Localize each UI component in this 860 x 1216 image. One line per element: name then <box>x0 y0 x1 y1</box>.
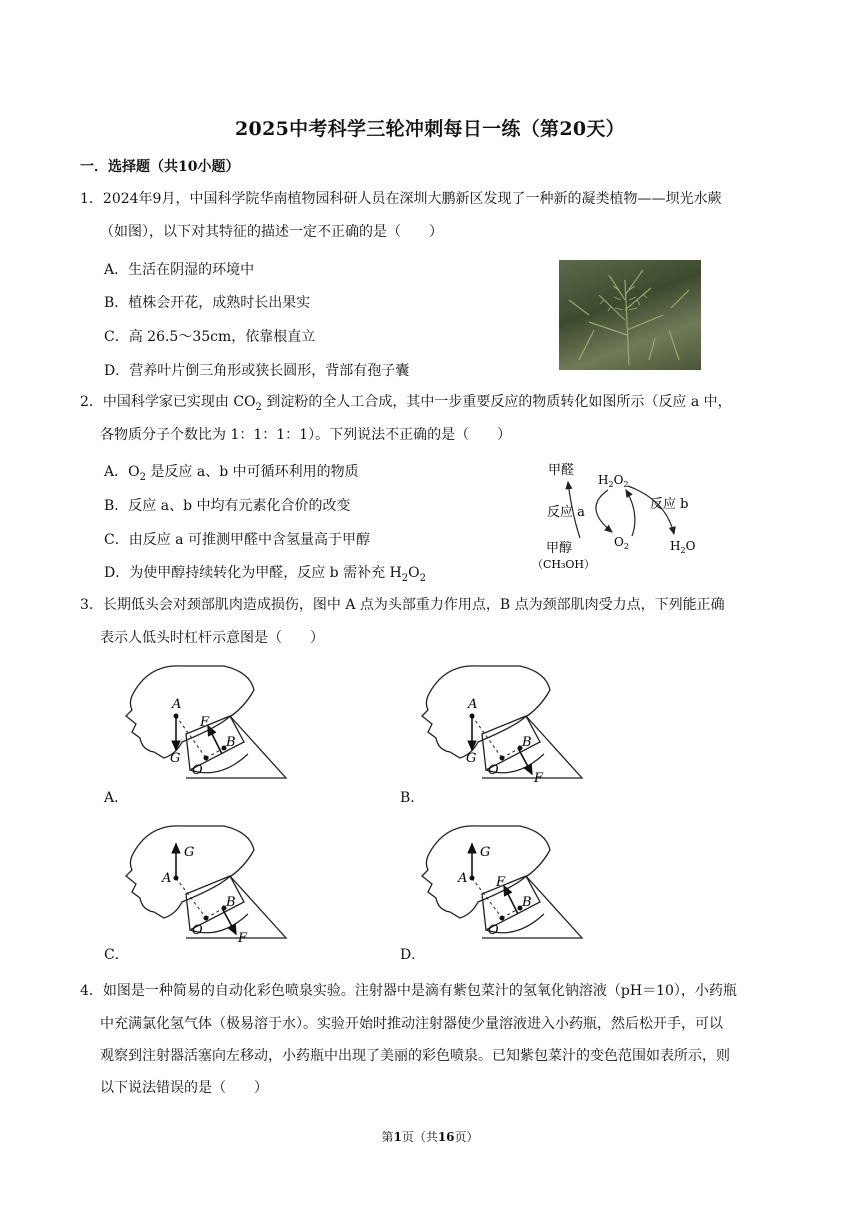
q2-option-d: D．为使甲醇持续转化为甲醛，反应 b 需补充 $H_2O_2$ <box>104 565 426 584</box>
q2-stem-line1: 2．中国科学家已实现由 $CO_2$ 到淀粉的全人工合成，其中一步重要反应的物质转化如图所示（反应 a 中， <box>80 394 732 413</box>
lever-figure-b <box>416 658 596 798</box>
methanol-formula: （CH₃OH） <box>532 558 596 571</box>
q4-stem-line2: 中充满氯化氢气体（极易溶于水）。实验开始时推动注射器使少量溶液进入小药瓶，然后松开手，可以 <box>100 1016 723 1032</box>
lever-figure-c <box>120 818 300 958</box>
lever-figure-a <box>120 658 300 798</box>
point-a-label: A <box>458 871 468 886</box>
force-f-label: F <box>534 771 544 786</box>
page-title: 2025中考科学三轮冲刺每日一练（第20天） <box>235 118 625 140</box>
muscle-force-arrow <box>504 886 518 914</box>
point-o-dot <box>500 916 505 921</box>
h2o2-label: $H_2O_2$ <box>598 473 629 489</box>
lever-dashed-line <box>176 878 206 918</box>
formaldehyde-label: 甲醛 <box>548 463 575 478</box>
q3-option-d-label: D． <box>400 947 426 963</box>
q1-stem-line2: （如图），以下对其特征的描述一定不正确的是（ ） <box>100 224 443 240</box>
section-heading: 一．选择题（共10小题） <box>80 159 240 175</box>
force-g-label: G <box>480 845 491 860</box>
point-o-label: O <box>192 923 203 938</box>
reaction-a-label: 反应 a <box>547 505 585 520</box>
q1-stem-line1: 1．2024年9月，中国科学院华南植物园科研人员在深圳大鹏新区发现了一种新的凝类植物——坝光水蕨 <box>80 191 722 207</box>
point-b-label: B <box>226 735 236 750</box>
q2-option-c: C．由反应 a 可推测甲醛中含氢量高于甲醇 <box>104 532 370 548</box>
o2-label: $O_2$ <box>614 535 629 551</box>
fern-plant-photo <box>559 260 701 370</box>
point-b-label: B <box>522 895 532 910</box>
force-f-label: F <box>200 715 210 730</box>
h2o-label: $H_2O$ <box>670 539 696 555</box>
q3-option-a-label: A． <box>104 790 129 806</box>
point-o-label: O <box>488 763 499 778</box>
point-o-dot <box>204 756 209 761</box>
point-a-label: A <box>162 871 172 886</box>
methanol-label: 甲醇 <box>546 541 573 556</box>
force-g-label: G <box>184 845 195 860</box>
current-page-number: 1 <box>393 1130 402 1144</box>
muscle-force-arrow <box>208 726 222 754</box>
q1-option-d: D．营养叶片倒三角形或狭长圆形，背部有孢子囊 <box>104 363 410 379</box>
point-o-label: O <box>192 763 203 778</box>
page-footer: 第1页（共16页） <box>381 1130 479 1144</box>
q2-stem-line2: 各物质分子个数比为 1：1：1：1）。下列说法不正确的是（ ） <box>100 427 512 443</box>
point-a-label: A <box>172 697 182 712</box>
q1-option-c: C．高 26.5～35cm，依靠根直立 <box>104 329 316 345</box>
q4-stem-line1: 4．如图是一种简易的自动化彩色喷泉实验。注射器中是滴有紫包菜汁的氢氧化钠溶液（pH＝10），小药瓶 <box>80 983 737 999</box>
reaction-b-label: 反应 b <box>650 497 689 512</box>
q2-option-b: B．反应 a、b 中均有元素化合价的改变 <box>104 498 351 514</box>
q3-option-b-label: B． <box>400 790 425 806</box>
q3-stem-line2: 表示人低头时杠杆示意图是（ ） <box>100 630 324 646</box>
lever-figure-d <box>416 818 596 958</box>
force-g-label: G <box>466 751 477 766</box>
point-o-dot <box>500 756 505 761</box>
point-o-dot <box>204 916 209 921</box>
q4-stem-line4: 以下说法错误的是（ ） <box>100 1080 268 1096</box>
point-b-label: B <box>522 735 532 750</box>
force-f-label: F <box>496 875 506 890</box>
reaction-cycle-diagram <box>528 452 708 580</box>
lever-dashed-line <box>472 716 502 758</box>
total-pages: 16 <box>437 1130 455 1144</box>
h2o2-to-o2-arrow <box>596 490 612 532</box>
force-f-label: F <box>238 931 248 946</box>
q4-stem-line3: 观察到注射器活塞向左移动，小药瓶中出现了美丽的彩色喷泉。已知紫包菜汁的变色范围如表所示，则 <box>100 1048 730 1064</box>
point-a-label: A <box>468 697 478 712</box>
o2-cycle-arrow <box>626 490 635 536</box>
q3-option-c-label: C． <box>104 947 129 963</box>
point-b-label: B <box>226 895 236 910</box>
q1-option-a: A．生活在阴湿的环境中 <box>104 262 255 278</box>
point-o-label: O <box>488 923 499 938</box>
q2-option-a: A．$O_2$ 是反应 a、b 中可循环利用的物质 <box>104 464 359 483</box>
q1-option-b: B．植株会开花，成熟时长出果实 <box>104 295 311 311</box>
force-g-label: G <box>170 751 181 766</box>
q3-stem-line1: 3．长期低头会对颈部肌肉造成损伤，图中 A 点为头部重力作用点，B 点为颈部肌肉受力点，下列能正确 <box>80 597 725 613</box>
